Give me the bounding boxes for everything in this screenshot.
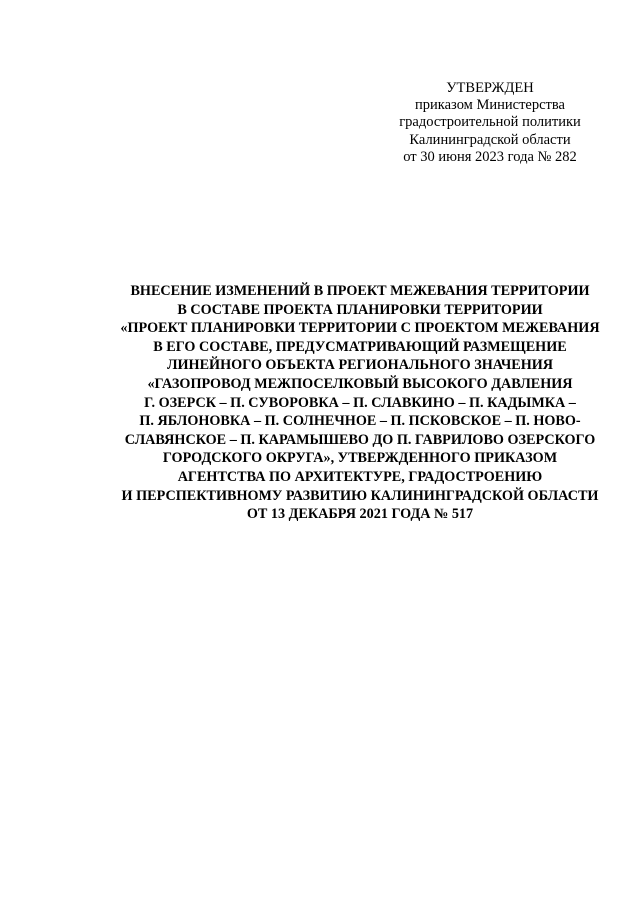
approval-line: приказом Министерства xyxy=(415,97,565,114)
title-line: СЛАВЯНСКОЕ – П. КАРАМЫШЕВО ДО П. ГАВРИЛОВО ОЗЕРСКОГО xyxy=(124,431,596,448)
title-line: Г. ОЗЕРСК – П. СУВОРОВКА – П. СЛАВКИНО – П. КАДЫМКА – xyxy=(144,394,576,411)
title-line: ГОРОДСКОГО ОКРУГА», УТВЕРЖДЕННОГО ПРИКАЗОМ xyxy=(162,450,558,467)
title-line: П. ЯБЛОНОВКА – П. СОЛНЕЧНОЕ – П. ПСКОВСКОЕ – П. НОВО- xyxy=(139,413,581,430)
title-line: «ГАЗОПРОВОД МЕЖПОСЕЛКОВЫЙ ВЫСОКОГО ДАВЛЕНИЯ xyxy=(147,375,573,392)
approval-line: УТВЕРЖДЕН xyxy=(446,80,534,96)
approval-stamp-block xyxy=(375,80,605,166)
title-line: В СОСТАВЕ ПРОЕКТА ПЛАНИРОВКИ ТЕРРИТОРИИ xyxy=(177,301,543,318)
approval-line: Калининградской области xyxy=(409,131,571,148)
title-line: «ПРОЕКТ ПЛАНИРОВКИ ТЕРРИТОРИИ С ПРОЕКТОМ МЕЖЕВАНИЯ xyxy=(120,320,600,337)
approval-line: градостроительной политики xyxy=(399,114,581,131)
title-line: ВНЕСЕНИЕ ИЗМЕНЕНИЙ В ПРОЕКТ МЕЖЕВАНИЯ ТЕРРИТОРИИ xyxy=(130,283,590,299)
approval-line: от 30 июня 2023 года № 282 xyxy=(403,148,577,165)
document-title xyxy=(60,282,640,524)
title-line: ОТ 13 ДЕКАБРЯ 2021 ГОДА № 517 xyxy=(246,506,474,523)
title-line: В ЕГО СОСТАВЕ, ПРЕДУСМАТРИВАЮЩИЙ РАЗМЕЩЕНИЕ xyxy=(153,338,567,355)
title-line: И ПЕРСПЕКТИВНОМУ РАЗВИТИЮ КАЛИНИНГРАДСКОЙ ОБЛАСТИ xyxy=(121,487,599,504)
title-line: АГЕНТСТВА ПО АРХИТЕКТУРЕ, ГРАДОСТРОЕНИЮ xyxy=(177,468,543,485)
title-line: ЛИНЕЙНОГО ОБЪЕКТА РЕГИОНАЛЬНОГО ЗНАЧЕНИЯ xyxy=(166,357,554,374)
